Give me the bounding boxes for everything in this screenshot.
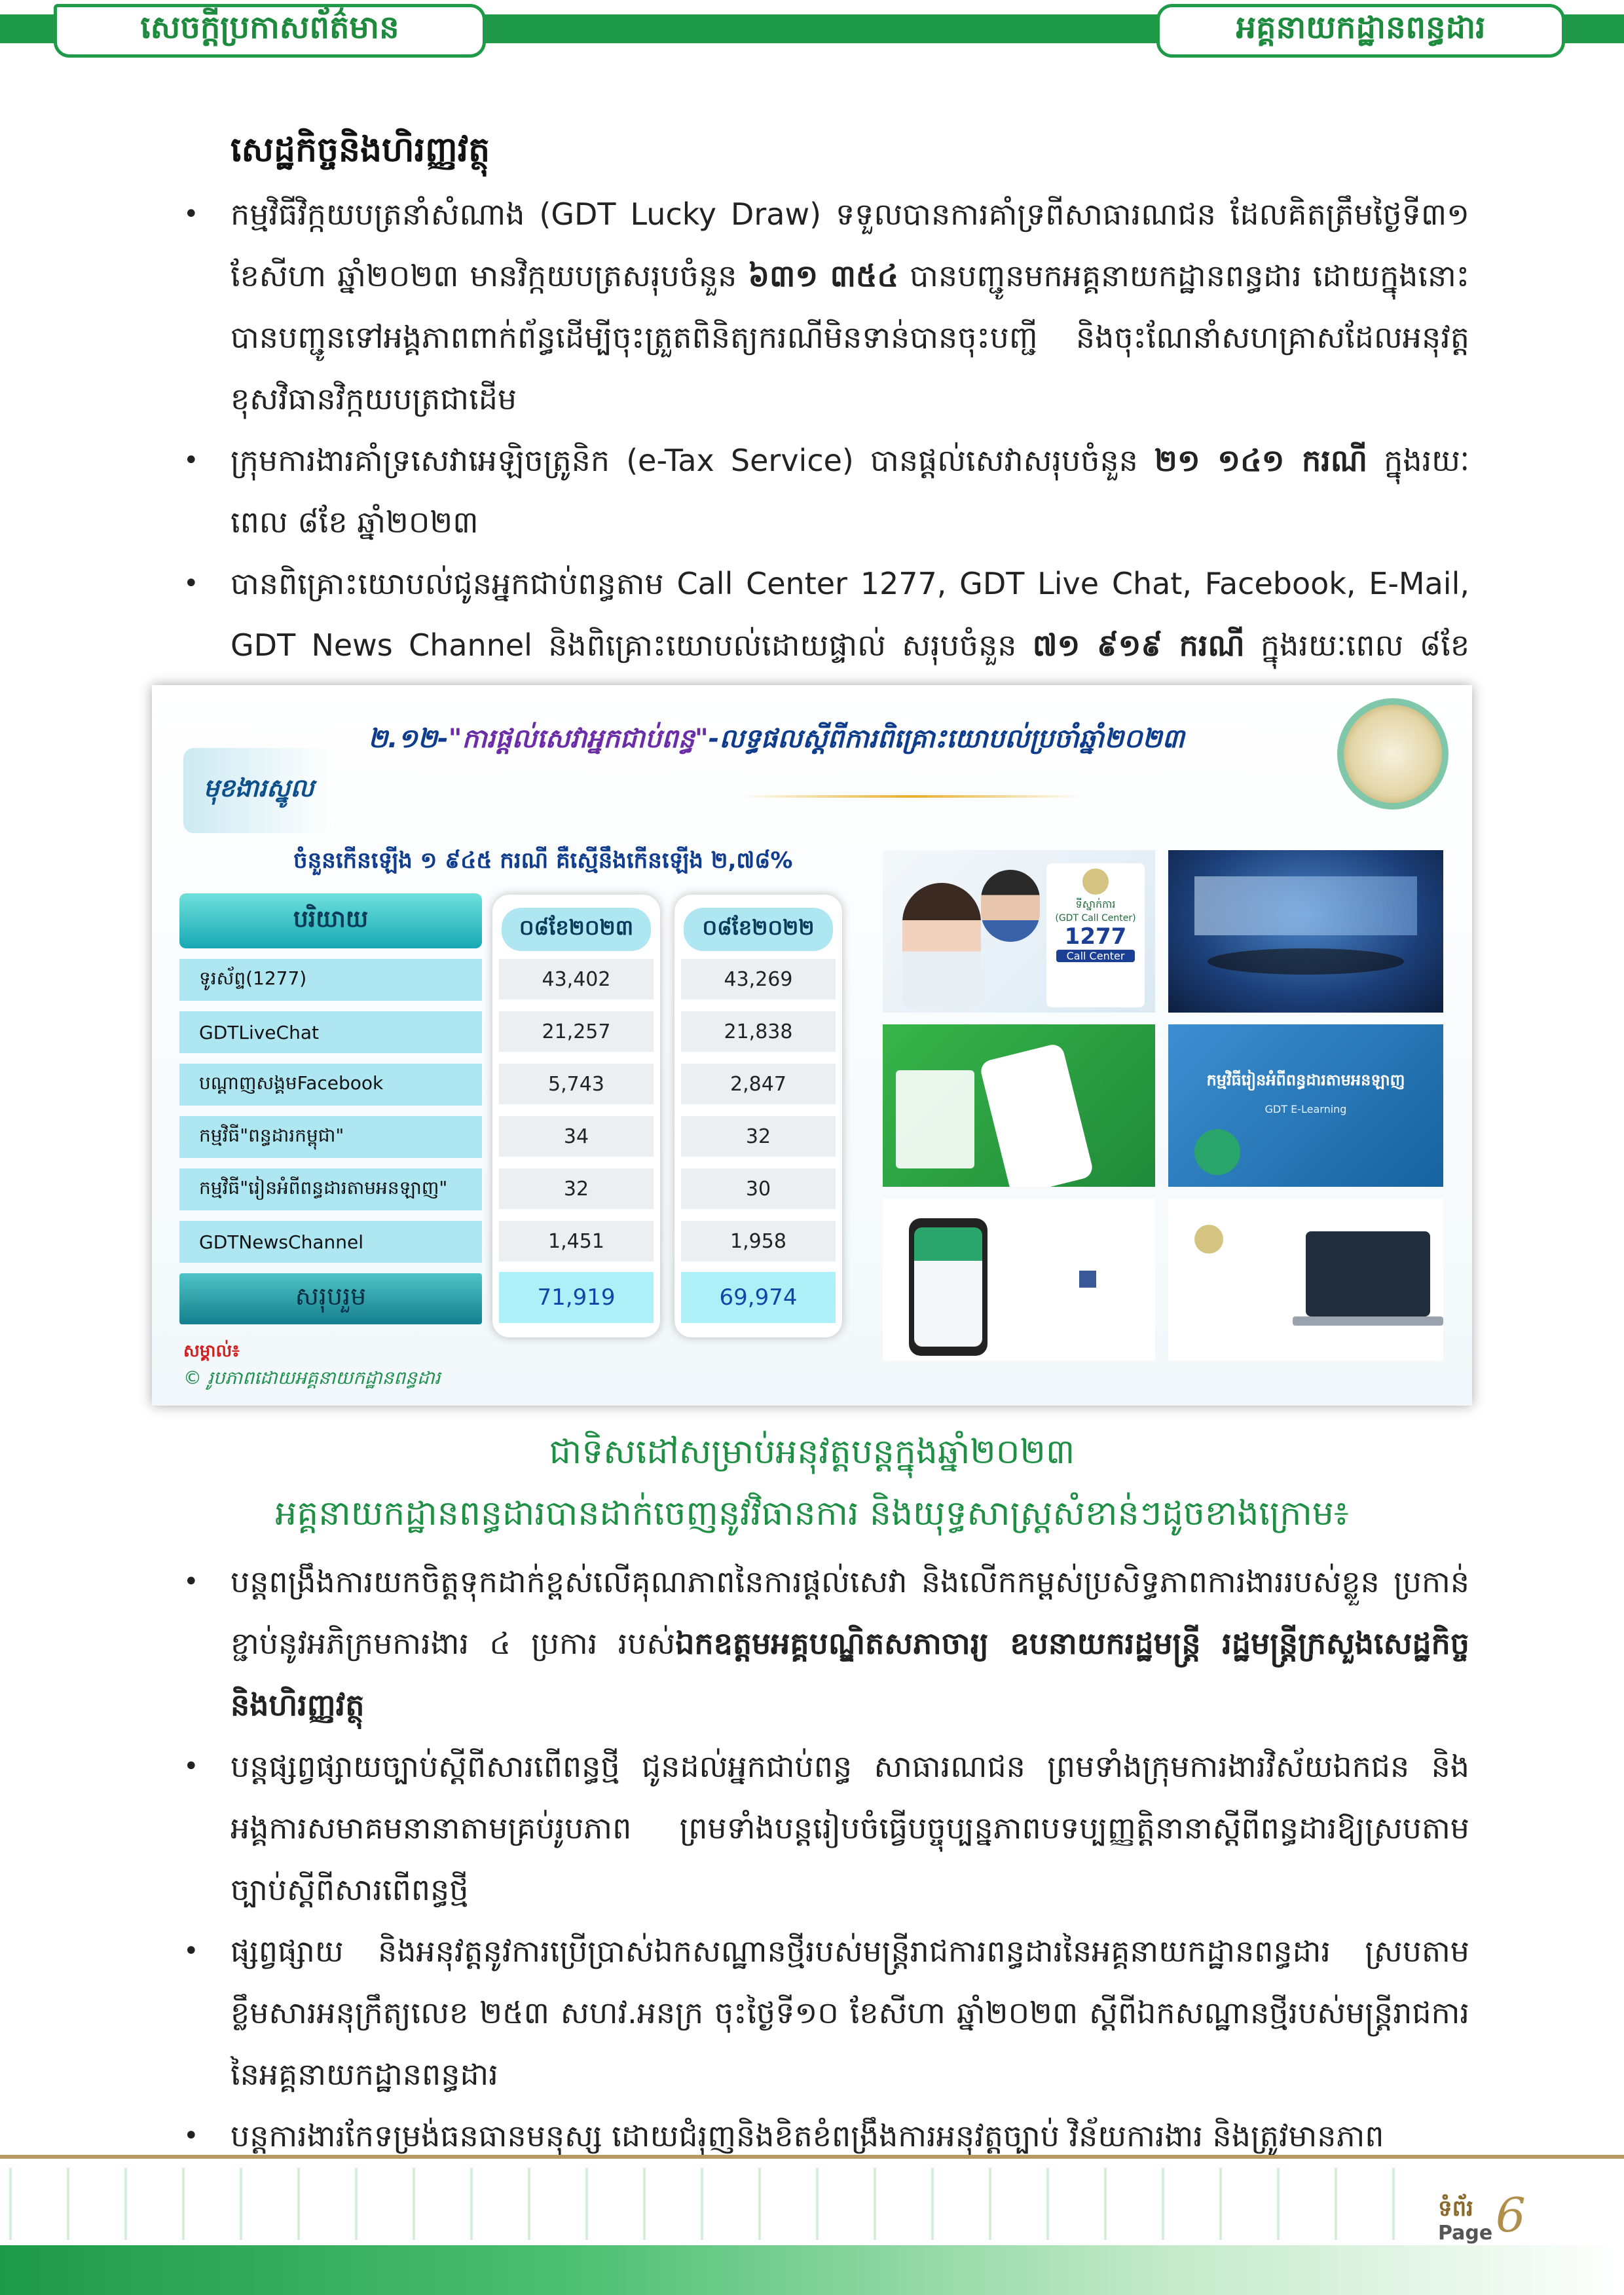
- header-right-title: អគ្គនាយកដ្ឋានពន្ធដារ: [1156, 4, 1565, 58]
- section-targets: [231, 1551, 1469, 2167]
- table-cell: 5,743: [499, 1064, 654, 1104]
- section2-title: ជាទិសដៅសម្រាប់អនុវត្តបន្តក្នុងឆ្នាំ២០២៣: [549, 1432, 1075, 1472]
- call-center-number: 1277: [1064, 924, 1127, 950]
- facebook-icon: [1079, 1271, 1096, 1288]
- table-row-label: កម្មវិធី"ពន្ធដារកម្ពុជា": [179, 1116, 482, 1158]
- table-cell: 32: [681, 1116, 836, 1157]
- call-center-photo: [883, 850, 1155, 1013]
- table-cell: 21,257: [499, 1011, 654, 1052]
- table-cell: 43,269: [681, 959, 836, 999]
- play-icon: [1194, 1129, 1240, 1175]
- title-divider: [741, 795, 1082, 798]
- column-header-2022: ០៨ខែ២០២២: [684, 908, 833, 951]
- facebook-photo: [883, 1199, 1155, 1361]
- header-left-title: សេចក្តីប្រកាសព័ត៌មាន: [54, 4, 486, 58]
- bullet-consultation: • បានពិគ្រោះយោបល់ជូនអ្នកជាប់ពន្ធតាម Call Center 1277, GDT Live Chat, Facebook, E-Mail, GDT News Channel និងពិគ្រោះយោបល់ដោយផ្ទាល់ សរុបចំនួន ៧១ ៩១៩ ករណី ក្នុងរយៈពេល ៨ខែ: [231, 553, 1469, 737]
- laptop-screen: [1306, 1231, 1430, 1316]
- laptop-base: [1293, 1316, 1443, 1326]
- bullet-list: [231, 1551, 1469, 2167]
- newschannel-photo: [1168, 1199, 1443, 1361]
- call-center-title: ទីស្នាក់ការ: [1075, 898, 1116, 910]
- table-row-label: កម្មវិធី"រៀនអំពីពន្ធដារតាមអនឡាញ": [179, 1168, 482, 1210]
- column-header-2023: ០៨ខែ២០២៣: [502, 908, 651, 951]
- footer-ornament-band: [0, 2168, 1428, 2240]
- infographic-subtitle: ចំនួនកើនឡើង ១ ៩៤៥ ករណី គឺស្មើនឹងកើនឡើង ២,៧៨%: [293, 848, 793, 874]
- image-credit: © រូបភាពដោយអគ្គនាយកដ្ឋានពន្ធដារ: [183, 1367, 441, 1389]
- table-cell: 1,958: [681, 1221, 836, 1261]
- page-number: 6: [1496, 2188, 1526, 2243]
- column-2022: [674, 895, 842, 1337]
- official-figure: [981, 870, 1040, 942]
- bullet-uniform: • ផ្សព្វផ្សាយ និងអនុវត្តនូវការប្រើប្រាស់ឯកសណ្ឋានថ្មីរបស់មន្ត្រីរាជការពន្ធដារនៃអគ្គនាយកដ្ឋានពន្ធដារ ស្របតាមខ្លឹមសារអនុក្រឹត្យលេខ ២៥៣ សហវ.អនក្រ ចុះថ្ងៃទី១០ ខែសីហា ឆ្នាំ២០២៣ ស្តីពីឯកសណ្ឋានថ្មីរបស់មន្ត្រីរាជការនៃអគ្គនាយកដ្ឋានពន្ធដារ: [231, 1920, 1469, 2105]
- table-row-label: ទូរស័ព្ទ(1277): [179, 959, 482, 1001]
- bullet-hr-reform: • បន្តការងារកែទម្រង់ធនធានមនុស្ស ដោយជំរុញនិងខិតខំពង្រឹងការអនុវត្តច្បាប់ វិន័យការងារ និងត្រូវមានភាព: [231, 2105, 1469, 2167]
- phone-screen: [914, 1227, 982, 1347]
- bullet-etax-service: • ក្រុមការងារគាំទ្រសេវាអេឡិចត្រូនិក (e-Tax Service) បានផ្តល់សេវាសរុបចំនួន ២១ ១៤១ ករណី ក្នុងរយៈពេល ៨ខែ ឆ្នាំ២០២៣: [231, 430, 1469, 553]
- table-cell: 34: [499, 1116, 654, 1157]
- studio-desk: [1208, 948, 1404, 975]
- page-label: Page: [1438, 2222, 1493, 2245]
- agent-figure: [902, 883, 981, 1007]
- table-cell: 43,402: [499, 959, 654, 999]
- call-center-card: [1046, 863, 1145, 1007]
- table-row-label: GDTLiveChat: [179, 1011, 482, 1053]
- phone-shape: [979, 1042, 1095, 1187]
- call-center-subtitle: (GDT Call Center): [1055, 913, 1136, 924]
- table-cell: 2,847: [681, 1064, 836, 1104]
- table-header-description: បរិយាយ: [179, 893, 482, 948]
- footer-rule: [0, 2155, 1624, 2159]
- livechat-photo: [883, 1024, 1155, 1187]
- table-total-label: សរុបរួម: [179, 1273, 482, 1324]
- table-cell: 30: [681, 1168, 836, 1209]
- infographic-panel: [152, 685, 1472, 1406]
- tv-studio-photo: [1168, 850, 1443, 1013]
- section2-intro: អគ្គនាយកដ្ឋានពន្ធដារបានដាក់ចេញនូវវិធានការ និងយុទ្ធសាស្ត្រសំខាន់ៗដូចខាងក្រោម៖: [275, 1494, 1349, 1533]
- bullet-tax-law: • បន្តផ្សព្វផ្សាយច្បាប់ស្តីពីសារពើពន្ធថ្មី ជូនដល់អ្នកជាប់ពន្ធ សាធារណជន ព្រមទាំងក្រុមការងារវិស័យឯកជន និងអង្គការសមាគមនានាតាមគ្រប់រូបភាព ព្រមទាំងបន្តរៀបចំធ្វើបច្ចុប្បន្នភាពបទប្បញ្ញត្តិនានាស្តីពីពន្ធដារឱ្យស្របតាមច្បាប់ស្តីពីសារពើពន្ធថ្មី: [231, 1736, 1469, 1920]
- gdt-seal-logo: [1337, 698, 1449, 810]
- seal-icon: [1194, 1225, 1223, 1254]
- infographic-tag: មុខងារស្នូល: [183, 748, 334, 833]
- elearning-title: កម្មវិធីរៀនអំពីពន្ធដារតាមអនឡាញ: [1206, 1071, 1405, 1089]
- table-row-label: GDTNewsChannel: [179, 1221, 482, 1263]
- table-row-label: បណ្តាញសង្គមFacebook: [179, 1064, 482, 1106]
- elearning-subtitle: GDT E-Learning: [1264, 1103, 1347, 1115]
- table-cell: 1,451: [499, 1221, 654, 1261]
- page-label-khmer: ទំព័រ: [1438, 2195, 1473, 2222]
- table-total-2023: 71,919: [499, 1272, 654, 1323]
- section-economy: [231, 128, 1469, 737]
- note-label: សម្គាល់៖: [183, 1341, 240, 1361]
- column-2023: [492, 895, 660, 1337]
- studio-screen: [1194, 876, 1417, 935]
- bullet-lucky-draw: • កម្មវិធីវិក្កយបត្រនាំសំណាង (GDT Lucky Draw) ទទួលបានការគាំទ្រពីសាធារណជន ដែលគិតត្រឹមថ្ងៃទី៣១ ខែសីហា ឆ្នាំ២០២៣ មានវិក្កយបត្រសរុបចំនួន ៦៣១ ៣៥៤ បានបញ្ជូនមកអគ្គនាយកដ្ឋានពន្ធដារ ដោយក្នុងនោះបានបញ្ជូនទៅអង្គភាពពាក់ព័ន្ធដើម្បីចុះត្រួតពិនិត្យករណីមិនទាន់បានចុះបញ្ជី និងចុះណែនាំសហគ្រាសដែលអនុវត្តខុសវិធានវិក្កយបត្រជាដើម: [231, 183, 1469, 430]
- seal-icon: [1082, 868, 1109, 895]
- footer-gradient: [0, 2245, 1624, 2295]
- bullet-service-quality: • បន្តពង្រឹងការយកចិត្តទុកដាក់ខ្ពស់លើគុណភាពនៃការផ្តល់សេវា និងលើកកម្ពស់ប្រសិទ្ធភាពការងាររបស់ខ្លួន ប្រកាន់ខ្ជាប់នូវអភិក្រមការងារ ៤ ប្រការ របស់ឯកឧត្តមអគ្គបណ្ឌិតសភាចារ្យ ឧបនាយករដ្ឋមន្ត្រី រដ្ឋមន្ត្រីក្រសួងសេដ្ឋកិច្ចនិងហិរញ្ញវត្ថុ: [231, 1551, 1469, 1736]
- elearning-photo: [1168, 1024, 1443, 1187]
- table-total-2022: 69,974: [681, 1272, 836, 1323]
- section-heading: សេដ្ឋកិច្ចនិងហិរញ្ញវត្ថុ: [231, 130, 490, 170]
- infographic-title: ២.១២-"ការផ្តល់សេវាអ្នកជាប់ពន្ធ"-លទ្ធផលស្តីពីការពិគ្រោះយោបល់ប្រចាំឆ្នាំ២០២៣: [368, 724, 1185, 754]
- bullet-list: [231, 183, 1469, 737]
- table-cell: 21,838: [681, 1011, 836, 1052]
- app-card: [896, 1070, 974, 1168]
- table-cell: 32: [499, 1168, 654, 1209]
- call-center-badge: Call Center: [1056, 950, 1135, 962]
